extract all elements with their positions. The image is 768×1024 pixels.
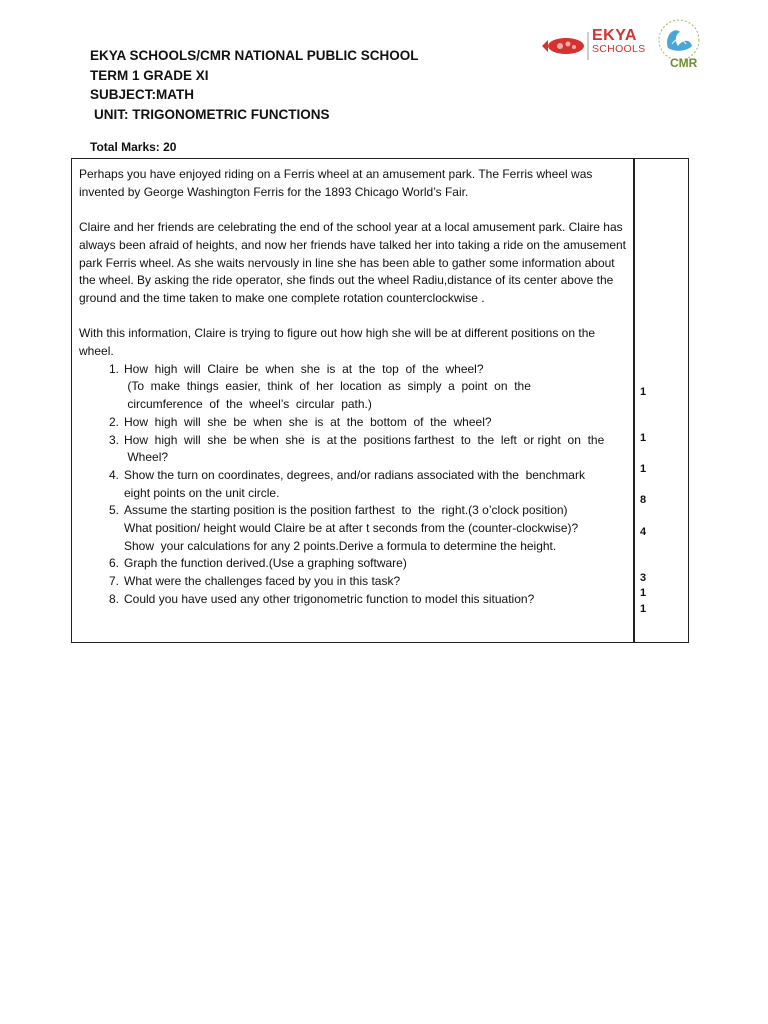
marks-column-divider — [633, 159, 635, 642]
question-mark-2: 1 — [640, 432, 647, 444]
task-content — [79, 166, 631, 609]
question-mark-1: 1 — [640, 386, 647, 398]
school-name: EKYA SCHOOLS/CMR NATIONAL PUBLIC SCHOOL — [90, 48, 419, 63]
question-number: 2. — [108, 414, 119, 429]
intro-paragraph-2: Claire and her friends are celebrating the end of the school year at a local amusement park. Claire has always been afraid of heights, and now her friends have talked her into taking a ride on the amusement park Ferris wheel. As she waits nervously in line she has been able to gather some information about the wheel. By asking the ride operator, she finds out the wheel Radiu,distance of its center above the ground and the time taken to make one complete rotation counterclockwise . — [79, 220, 627, 305]
question-item — [79, 432, 631, 467]
question-item — [79, 414, 631, 432]
question-number: 1. — [108, 361, 119, 376]
question-item — [79, 502, 631, 555]
question-item — [79, 573, 631, 591]
cmr-logo-text: CMR — [670, 56, 698, 70]
question-item — [79, 467, 631, 502]
question-text: How high will she be when she is at the bottom of the wheel? — [124, 414, 492, 429]
question-mark-5: 4 — [640, 526, 647, 538]
question-mark-6: 3 — [640, 572, 647, 584]
question-number: 5. — [108, 503, 119, 518]
question-text: Could you have used any other trigonometric function to model this situation? — [124, 591, 535, 606]
ekya-logo-subtext: SCHOOLS — [592, 43, 646, 55]
question-number: 8. — [108, 591, 119, 606]
term-grade: TERM 1 GRADE XI — [90, 67, 209, 83]
question-number: 4. — [108, 467, 119, 482]
intro-paragraph-3: With this information, Claire is trying to figure out how high she will be at different positions on the wheel. — [79, 326, 596, 358]
question-mark-3: 1 — [640, 463, 647, 475]
question-text: Show the turn on coordinates, degrees, and/or radians associated with the benchmark eight points on the unit circle. — [124, 467, 585, 500]
question-mark-7: 1 — [640, 587, 647, 599]
question-mark-8: 1 — [640, 603, 647, 615]
ekya-logo-text: EKYA — [592, 27, 637, 44]
question-item — [79, 555, 631, 573]
subject: SUBJECT:MATH — [90, 87, 194, 102]
question-mark-4: 8 — [640, 494, 647, 506]
task-table — [71, 158, 689, 643]
question-number: 6. — [108, 556, 119, 571]
intro-paragraph-1: Perhaps you have enjoyed riding on a Ferris wheel at an amusement park. The Ferris wheel was invented by George Washington Ferris for the 1893 Chicago World’s Fair. — [79, 167, 593, 199]
question-item — [79, 591, 631, 609]
question-text: Assume the starting position is the position farthest to the right.(3 o’clock position) What position/ height would Claire be at after t seconds from the (counter-clockwise)? Show your calculations for any 2 points.Derive a formula to determine the height. — [124, 503, 579, 553]
document-header — [90, 46, 419, 124]
question-text: What were the challenges faced by you in this task? — [124, 574, 401, 589]
question-text: Graph the function derived.(Use a graphing software) — [124, 556, 407, 571]
question-number: 3. — [108, 432, 119, 447]
question-text: How high will Claire be when she is at the top of the wheel? (To make things easier, think of her location as simply a point on the circumference of the wheel’s circular path.) — [124, 361, 531, 412]
unit-title: UNIT: TRIGONOMETRIC FUNCTIONS — [94, 106, 330, 122]
total-marks: Total Marks: 20 — [90, 140, 177, 154]
question-number: 7. — [108, 574, 119, 589]
school-logos — [540, 18, 710, 74]
question-item — [79, 361, 631, 414]
question-list — [79, 361, 631, 609]
question-text: How high will she be when she is at the positions farthest to the left or right on the Wheel? — [124, 432, 605, 465]
